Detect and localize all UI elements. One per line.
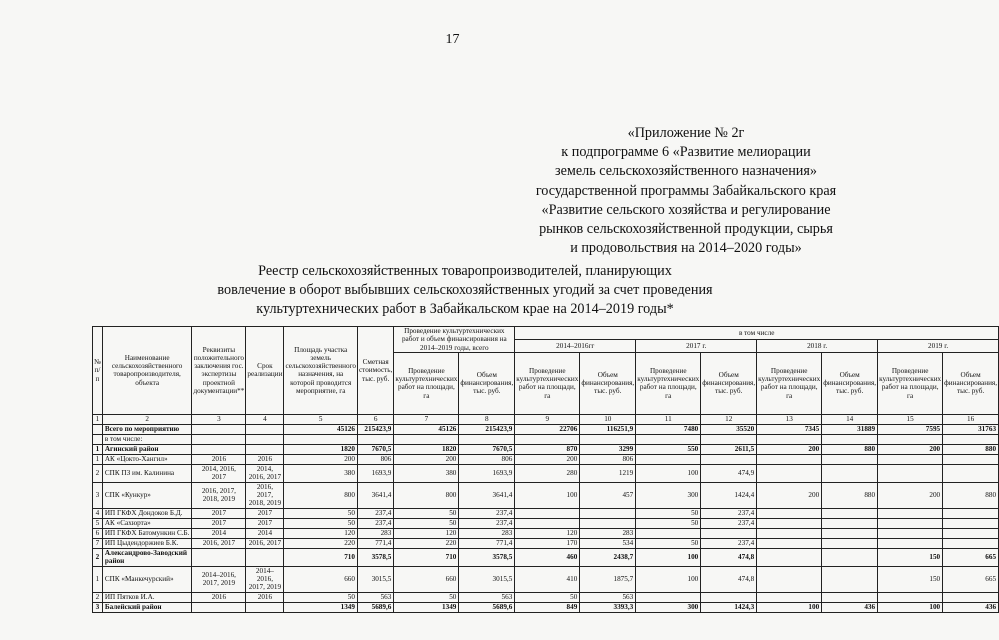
appendix-line: государственной программы Забайкальского края <box>535 182 837 199</box>
column-index: 1 <box>93 414 103 424</box>
table-cell: 120 <box>284 528 358 538</box>
column-index: 11 <box>636 414 701 424</box>
table-cell: 116251,9 <box>580 424 636 434</box>
table-cell: 474,9 <box>701 464 757 482</box>
table-cell <box>757 548 822 566</box>
table-cell: 710 <box>394 548 459 566</box>
table-cell <box>757 592 822 602</box>
table-cell: 2 <box>93 464 103 482</box>
table-cell <box>701 592 757 602</box>
table-cell <box>822 454 878 464</box>
table-cell <box>636 592 701 602</box>
table-cell <box>878 538 943 548</box>
table-cell: 3641,4 <box>357 482 393 508</box>
table-cell: 220 <box>284 538 358 548</box>
table-cell <box>822 434 878 444</box>
table-cell: 474,8 <box>701 566 757 592</box>
table-cell: АК «Сахюрта» <box>102 518 192 528</box>
table-cell: 665 <box>943 566 999 592</box>
table-cell: 200 <box>757 444 822 454</box>
table-cell: 1424,4 <box>701 482 757 508</box>
table-cell: 237,4 <box>701 518 757 528</box>
header-sub-fin: Объем финансирования, тыс. руб. <box>459 352 515 414</box>
table-cell <box>192 424 246 434</box>
title-line: вовлечение в оборот выбывших сельскохозяйственных угодий за счет проведения <box>217 282 713 298</box>
table-cell: 660 <box>284 566 358 592</box>
table-cell: 215423,9 <box>459 424 515 434</box>
table-cell <box>757 464 822 482</box>
header-sub-fin: Объем финансирования, тыс. руб. <box>701 352 757 414</box>
table-cell: 283 <box>459 528 515 538</box>
table-cell: 7480 <box>636 424 701 434</box>
table-cell: Балейский район <box>102 602 192 612</box>
table-cell: 880 <box>822 444 878 454</box>
table-cell <box>636 434 701 444</box>
table-cell: 2017 <box>192 508 246 518</box>
table-cell: 2016 <box>192 592 246 602</box>
table-cell <box>515 518 580 528</box>
table-cell: 1875,7 <box>580 566 636 592</box>
table-cell: 880 <box>943 444 999 454</box>
table-cell <box>757 508 822 518</box>
table-cell: 2016, 2017 <box>192 538 246 548</box>
column-index: 13 <box>757 414 822 424</box>
table-cell: 237,4 <box>459 518 515 528</box>
table-row <box>93 566 999 592</box>
table-cell: 2014 <box>192 528 246 538</box>
table-cell: 237,4 <box>701 508 757 518</box>
table-cell <box>822 464 878 482</box>
table-cell: 2016 <box>246 454 284 464</box>
table-header <box>93 327 999 425</box>
table-cell: 100 <box>636 464 701 482</box>
table-cell: 50 <box>515 592 580 602</box>
column-index: 4 <box>246 414 284 424</box>
table-cell: 436 <box>822 602 878 612</box>
table-cell: 22706 <box>515 424 580 434</box>
table-cell: 50 <box>284 592 358 602</box>
table-cell: 2016 <box>192 454 246 464</box>
table-row <box>93 518 999 528</box>
table-cell: 563 <box>357 592 393 602</box>
table-cell <box>701 454 757 464</box>
table-cell: 300 <box>636 482 701 508</box>
column-index: 12 <box>701 414 757 424</box>
header-sub-fin: Объем финансирования, тыс. руб. <box>943 352 999 414</box>
table-cell: 710 <box>284 548 358 566</box>
table-cell: 806 <box>357 454 393 464</box>
table-cell: 50 <box>636 508 701 518</box>
table-cell <box>192 602 246 612</box>
table-cell <box>757 566 822 592</box>
table-cell: 3015,5 <box>459 566 515 592</box>
table-cell <box>246 548 284 566</box>
table-cell: 237,4 <box>701 538 757 548</box>
column-index: 5 <box>284 414 358 424</box>
table-cell: 660 <box>394 566 459 592</box>
table-cell: ИП Пятков И.А. <box>102 592 192 602</box>
table-cell: 50 <box>394 508 459 518</box>
table-cell: 3299 <box>580 444 636 454</box>
table-cell: СПК «Манкечурский» <box>102 566 192 592</box>
table-cell: 2017 <box>246 508 284 518</box>
table-cell: 771,4 <box>357 538 393 548</box>
table-cell: 7345 <box>757 424 822 434</box>
table-cell: 237,4 <box>357 508 393 518</box>
header-year-2017: 2017 г. <box>636 339 757 352</box>
appendix-block <box>500 124 872 258</box>
table-cell <box>357 434 393 444</box>
table-row <box>93 434 999 444</box>
table-cell: 6 <box>93 528 103 538</box>
header-name: Наименование сельскохозяйственного товаропроизводителя, объекта <box>102 327 192 415</box>
table-cell <box>459 434 515 444</box>
column-index: 16 <box>943 414 999 424</box>
table-cell <box>757 434 822 444</box>
table-cell: 200 <box>284 454 358 464</box>
table-cell <box>822 592 878 602</box>
table-cell: 460 <box>515 548 580 566</box>
column-index: 6 <box>357 414 393 424</box>
table-cell: 2016, 2017, 2018, 2019 <box>246 482 284 508</box>
table-cell: Всего по мероприятию <box>102 424 192 434</box>
table-cell <box>515 434 580 444</box>
table-cell: 1 <box>93 454 103 464</box>
table-cell: 3578,5 <box>459 548 515 566</box>
table-cell: 2438,7 <box>580 548 636 566</box>
table-cell: 1219 <box>580 464 636 482</box>
table-cell: 237,4 <box>357 518 393 528</box>
table-cell: 100 <box>757 602 822 612</box>
table-cell <box>284 434 358 444</box>
document-title <box>160 262 770 319</box>
table-cell: 2014–2016, 2017, 2019 <box>246 566 284 592</box>
table-cell: 410 <box>515 566 580 592</box>
table-cell: 563 <box>580 592 636 602</box>
table-cell <box>878 434 943 444</box>
table-cell <box>757 528 822 538</box>
table-cell: 880 <box>943 482 999 508</box>
table-cell <box>943 464 999 482</box>
table-cell: 2014 <box>246 528 284 538</box>
table-row <box>93 592 999 602</box>
table-cell: 380 <box>394 464 459 482</box>
appendix-line: земель сельскохозяйственного назначения» <box>554 163 818 180</box>
table-cell: Александрово-Заводский район <box>102 548 192 566</box>
header-sub-area: Проведение культуртехнических работ на площади, га <box>878 352 943 414</box>
header-requisites: Реквизиты положительного заключения гос. экспертизы проектной документации** <box>192 327 246 415</box>
table-cell: 665 <box>943 548 999 566</box>
table-cell: 7 <box>93 538 103 548</box>
appendix-line: рынков сельскохозяйственной продукции, сырья <box>539 221 833 238</box>
title-line: культуртехнических работ в Забайкальском крае на 2014–2019 годы* <box>256 301 674 317</box>
table-cell <box>943 434 999 444</box>
table-cell: 50 <box>394 592 459 602</box>
table-cell: 3 <box>93 602 103 612</box>
table-cell <box>943 454 999 464</box>
table-cell <box>943 592 999 602</box>
table-cell <box>822 548 878 566</box>
table-cell: ИП Цыдендоржиев Б.К. <box>102 538 192 548</box>
table-cell <box>943 518 999 528</box>
table-cell <box>394 434 459 444</box>
table-cell: 50 <box>394 518 459 528</box>
table-cell: в том числе: <box>102 434 192 444</box>
table-cell: 870 <box>515 444 580 454</box>
table-cell: 7670,5 <box>459 444 515 454</box>
table-cell: 2016 <box>246 592 284 602</box>
table-cell: 45126 <box>394 424 459 434</box>
table-cell: 31763 <box>943 424 999 434</box>
table-cell: 474,8 <box>701 548 757 566</box>
appendix-line: «Развитие сельского хозяйства и регулирование <box>541 201 831 218</box>
title-line: Реестр сельскохозяйственных товаропроизводителей, планирующих <box>258 263 672 279</box>
table-cell: 880 <box>822 482 878 508</box>
table-cell: СПК ПЗ им. Калинина <box>102 464 192 482</box>
table-cell: 806 <box>580 454 636 464</box>
table-cell: 771,4 <box>459 538 515 548</box>
table-cell: 1693,9 <box>459 464 515 482</box>
table-cell: 1349 <box>284 602 358 612</box>
table-cell: 100 <box>515 482 580 508</box>
table-cell: 800 <box>394 482 459 508</box>
table-cell <box>822 528 878 538</box>
table-cell <box>822 538 878 548</box>
table-cell: 220 <box>394 538 459 548</box>
table-cell <box>757 518 822 528</box>
table-cell: 5689,6 <box>357 602 393 612</box>
table-cell: 1349 <box>394 602 459 612</box>
column-index-row <box>93 414 999 424</box>
table-row <box>93 454 999 464</box>
table-cell: 3 <box>93 482 103 508</box>
column-index: 3 <box>192 414 246 424</box>
table-body <box>93 424 999 612</box>
table-cell: 100 <box>636 566 701 592</box>
table-cell <box>822 518 878 528</box>
table-cell: 1424,3 <box>701 602 757 612</box>
table-cell: 200 <box>515 454 580 464</box>
column-index: 9 <box>515 414 580 424</box>
table-cell: 200 <box>878 482 943 508</box>
table-cell: 1820 <box>284 444 358 454</box>
table-cell: 200 <box>878 444 943 454</box>
appendix-line: к подпрограмме 6 «Развитие мелиорации <box>561 144 811 161</box>
table-row <box>93 444 999 454</box>
table-cell: 280 <box>515 464 580 482</box>
header-total-group: Проведение культуртехнических работ и объем финансирования на 2014–2019 годы, всего <box>394 327 515 353</box>
header-year-2018: 2018 г. <box>757 339 878 352</box>
table-cell <box>757 454 822 464</box>
table-cell: 550 <box>636 444 701 454</box>
table-cell <box>943 538 999 548</box>
table-cell: 45126 <box>284 424 358 434</box>
table-cell: 200 <box>757 482 822 508</box>
table-cell <box>943 508 999 518</box>
table-cell <box>878 464 943 482</box>
table-cell <box>878 528 943 538</box>
table-cell <box>878 592 943 602</box>
table-cell: 50 <box>284 508 358 518</box>
table-cell <box>822 508 878 518</box>
table-cell <box>515 508 580 518</box>
table-cell: 283 <box>357 528 393 538</box>
table-cell: 120 <box>394 528 459 538</box>
table-row <box>93 464 999 482</box>
table-cell: 50 <box>284 518 358 528</box>
column-index: 8 <box>459 414 515 424</box>
header-sub-area: Проведение культуртехнических работ на площади, га <box>394 352 459 414</box>
table-row <box>93 528 999 538</box>
table-cell: 50 <box>636 518 701 528</box>
header-sub-fin: Объем финансирования, тыс. руб. <box>580 352 636 414</box>
table-row <box>93 482 999 508</box>
table-cell: 5 <box>93 518 103 528</box>
table-cell: 150 <box>878 566 943 592</box>
table-cell: 237,4 <box>459 508 515 518</box>
column-index: 15 <box>878 414 943 424</box>
table-cell: 1 <box>93 566 103 592</box>
table-cell <box>636 528 701 538</box>
table-cell <box>636 454 701 464</box>
column-index: 10 <box>580 414 636 424</box>
table-cell: 50 <box>636 538 701 548</box>
table-cell: 2 <box>93 592 103 602</box>
table-cell: Агинский район <box>102 444 192 454</box>
table-cell: СПК «Кункур» <box>102 482 192 508</box>
table-cell: 283 <box>580 528 636 538</box>
table-cell: 563 <box>459 592 515 602</box>
table-row <box>93 602 999 612</box>
table-cell: 31889 <box>822 424 878 434</box>
header-num: № п/п <box>93 327 103 415</box>
table-cell: ИП ГКФХ Дондоков Б.Д. <box>102 508 192 518</box>
table-cell <box>192 548 246 566</box>
table-cell: 35520 <box>701 424 757 434</box>
appendix-line: и продовольствия на 2014–2020 годы» <box>570 240 802 257</box>
header-year-2014: 2014–2016гг <box>515 339 636 352</box>
header-sub-area: Проведение культуртехнических работ на площади, га <box>636 352 701 414</box>
table-cell: 4 <box>93 508 103 518</box>
header-term: Срок реализации <box>246 327 284 415</box>
table-cell: 2014, 2016, 2017 <box>192 464 246 482</box>
table-cell: 215423,9 <box>357 424 393 434</box>
table-cell <box>878 508 943 518</box>
header-sub-area: Проведение культуртехнических работ на площади, га <box>757 352 822 414</box>
table-cell: 150 <box>878 548 943 566</box>
table-cell: 5689,6 <box>459 602 515 612</box>
table-cell: 7670,5 <box>357 444 393 454</box>
appendix-line: «Приложение № 2г <box>627 125 745 141</box>
table-cell <box>192 444 246 454</box>
table-cell: 3578,5 <box>357 548 393 566</box>
table-cell: 1693,9 <box>357 464 393 482</box>
table-cell: 2016, 2017 <box>246 538 284 548</box>
table-cell: 849 <box>515 602 580 612</box>
table-cell: ИП ГКФХ Батомункин С.Б. <box>102 528 192 538</box>
registry-table <box>92 326 999 613</box>
table-cell: 3015,5 <box>357 566 393 592</box>
table-row <box>93 548 999 566</box>
table-cell <box>878 518 943 528</box>
table-row <box>93 538 999 548</box>
table-row <box>93 424 999 434</box>
table-cell: 380 <box>284 464 358 482</box>
table-cell: 1 <box>93 444 103 454</box>
header-incl: в том числе <box>515 327 999 340</box>
table-cell: 2017 <box>192 518 246 528</box>
table-cell: АК «Цокто-Хангил» <box>102 454 192 464</box>
table-cell <box>246 434 284 444</box>
header-cost: Сметная стоимость, тыс. руб. <box>357 327 393 415</box>
table-cell <box>93 424 103 434</box>
table-cell: 200 <box>394 454 459 464</box>
table-cell: 1820 <box>394 444 459 454</box>
table-cell: 300 <box>636 602 701 612</box>
page-number: 17 <box>445 32 460 47</box>
table-cell <box>943 528 999 538</box>
table-cell <box>246 424 284 434</box>
header-year-2019: 2019 г. <box>878 339 999 352</box>
header-sub-area: Проведение культуртехнических работ на площади, га <box>515 352 580 414</box>
table-cell: 100 <box>878 602 943 612</box>
column-index: 2 <box>102 414 192 424</box>
table-cell: 534 <box>580 538 636 548</box>
table-cell: 806 <box>459 454 515 464</box>
table-cell: 2017 <box>246 518 284 528</box>
table-cell: 3641,4 <box>459 482 515 508</box>
header-sub-fin: Объем финансирования, тыс. руб. <box>822 352 878 414</box>
table-cell: 2014, 2016, 2017 <box>246 464 284 482</box>
table-cell <box>822 566 878 592</box>
column-index: 14 <box>822 414 878 424</box>
table-cell <box>246 444 284 454</box>
table-cell <box>192 434 246 444</box>
table-cell <box>701 528 757 538</box>
table-cell: 170 <box>515 538 580 548</box>
table-cell: 436 <box>943 602 999 612</box>
header-area: Площадь участка земель сельскохозяйственного назначения, на которой проводится мероприятие, га <box>284 327 358 415</box>
table-cell <box>701 434 757 444</box>
table-cell: 2016, 2017, 2018, 2019 <box>192 482 246 508</box>
table-cell: 120 <box>515 528 580 538</box>
table-cell <box>580 518 636 528</box>
table-cell: 2014–2016, 2017, 2019 <box>192 566 246 592</box>
table-cell: 3393,3 <box>580 602 636 612</box>
table-cell: 7595 <box>878 424 943 434</box>
table-cell <box>580 434 636 444</box>
table-cell <box>93 434 103 444</box>
table-cell: 2 <box>93 548 103 566</box>
table-cell <box>246 602 284 612</box>
table-cell <box>757 538 822 548</box>
table-cell: 100 <box>636 548 701 566</box>
table-cell: 800 <box>284 482 358 508</box>
table-row <box>93 508 999 518</box>
table-cell: 457 <box>580 482 636 508</box>
table-cell <box>580 508 636 518</box>
table-cell <box>878 454 943 464</box>
table-cell: 2611,5 <box>701 444 757 454</box>
column-index: 7 <box>394 414 459 424</box>
